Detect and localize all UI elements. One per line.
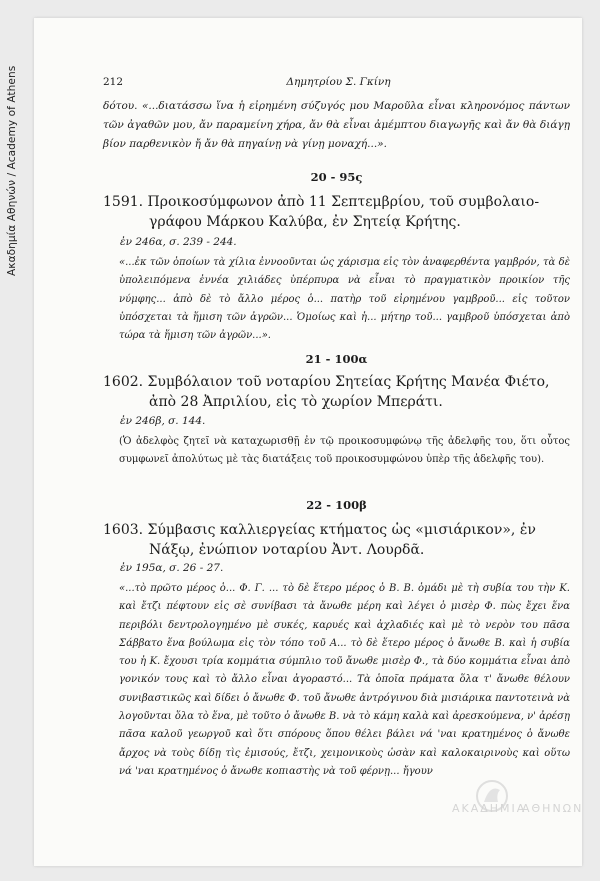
section-heading: 21 - 100α — [305, 352, 368, 366]
section-heading: 20 - 95ς — [310, 170, 363, 184]
entry-reference: ἐν 246β, σ. 144. — [120, 415, 206, 427]
entry-title-line2: Νάξῳ, ἐνώπιον νοταρίου Ἀντ. Λουρδᾶ. — [149, 542, 425, 558]
running-title: Δημητρίου Σ. Γκίνη — [286, 76, 391, 88]
entry-body: «...ἐκ τῶν ὁποίων τὰ χίλια ἐννοοῦνται ὡς χάρισμα εἰς τὸν ἀναφερθέντα γαμβρόν, τὰ δὲ ὑπολειπόμενα ἐννέα χιλιάδες ὑπέρπυρα νὰ εἶναι τὸ πραγματικὸν προικίον τῆς νύμφης... ἀπὸ δὲ τὸ ἄλλο μέρος ὁ... πατὴρ τοῦ εἰρημένου γαμβροῦ... εἰς τοῦτον ὑπόσχεται τὰ ἥμιση τῶν ἀγρῶν... Ὁμοίως καὶ ἡ... μήτηρ τοῦ... γαμβροῦ ὑπόσχεται ἀπὸ τώρα τὰ ἥμιση τῶν ἀγρῶν...». — [119, 257, 570, 342]
entry-title-line2: γράφου Μάρκου Καλύβα, ἐν Σητείᾳ Κρήτης. — [149, 214, 461, 230]
entry-reference: ἐν 195α, σ. 26 - 27. — [120, 562, 224, 574]
entry-title — [103, 372, 570, 412]
entry-title-line2: ἀπὸ 28 Ἀπριλίου, εἰς τὸ χωρίον Μπεράτι. — [149, 394, 443, 410]
entry-reference: ἐν 246α, σ. 239 - 244. — [120, 236, 237, 248]
section-heading: 22 - 100β — [306, 498, 367, 512]
entry-title — [103, 192, 570, 232]
intro-paragraph: δότου. «...διατάσσω ἵνα ἡ εἰρημένη σύζυγός μου Μαροῦλα εἶναι κληρονόμος πάντων τῶν ἀγαθῶν μου, ἄν παραμείνη χήρα, ἄν θὰ εἶναι ἀμέμπτου διαγωγῆς καὶ ἄν θὰ διάγῃ βίον παρθενικὸν ἤ ἄν θὰ πηγαίνῃ νὰ γίνῃ μοναχή...». — [103, 100, 570, 150]
watermark-text-left: ΑΚΑΔΗΜΙΑ — [452, 802, 527, 815]
page-number: 212 — [103, 76, 124, 88]
entry-title-line1: 1591. Προικοσύμφωνον ἀπὸ 11 Σεπτεμβρίου, τοῦ συμβολαιο- — [103, 194, 540, 210]
academy-watermark — [452, 790, 582, 830]
entry-title-line1: 1602. Συμβόλαιον τοῦ νοταρίου Σητείας Κρήτης Μανέα Φιέτο, — [103, 374, 550, 390]
side-label: Ακαδημία Αθηνών / Academy of Athens — [6, 65, 18, 276]
entry-body: (Ὁ ἀδελφὸς ζητεῖ νὰ καταχωρισθῇ ἐν τῷ προικοσυμφώνῳ τῆς ἀδελφῆς του, ὅτι οὗτος συμφωνεῖ ἀπολύτως μὲ τὰς διατάξεις τοῦ προικοσυμφώνου ὑπὲρ τῆς ἀδελφῆς του). — [119, 436, 570, 466]
watermark-text-right: ΑΘΗΝΩΝ — [522, 802, 584, 815]
entry-title-line1: 1603. Σύμβασις καλλιεργείας κτήματος ὡς «μισιάρικον», ἐν — [103, 522, 536, 538]
entry-title — [103, 520, 570, 560]
entry-body: «...τὸ πρῶτο μέρος ὁ... Φ. Γ. ... τὸ δὲ ἕτερο μέρος ὁ Β. Β. ὁμάδι μὲ τὴ συβία του τὴν Κ. καὶ ἔτζι πέφτουν εἰς σὲ συνίβασι τὰ ἄνωθε μέρη καὶ λέγει ὁ μισὲρ Φ. πὼς ἔχει ἕνα περιβόλι δεντρολογημένο μὲ συκές, καρυές καὶ ἀχλαδιές καὶ μὲ τὸ νερὸν του πᾶσα Σάββατο ἕνα βούλωμα εἰς τὸν τόπο τοῦ Α... τὸ δὲ ἕτερο μέρος ὁ ἄνωθε Β. καὶ ἡ συβία του ἡ Κ. ἔχουσι τρία κομμάτια σύμπλιο τοῦ ἄνωθε μισὲρ Φ., τὰ δύο κομμάτια εἶναι ἀπὸ γονικόν τους καὶ τὸ ἄλλο εἶναι ἀγοραστό... Τὰ ὁποῖα πράματα ὅλα τ' ἄνωθε θέλουν συνιβαστικῶς καὶ δίδει ὁ ἄνωθε Φ. τοῦ ἄνωθε ἀντρόγινου διὰ μισιάρικα παντοτεινὰ νὰ λογοῦνται ὅλα τὸ ἕνα, μὲ τοῦτο ὁ ἄνωθε Β. νὰ τὸ κάμη καλὰ καὶ ἀρεσκούμενα, ν' ἀρέσῃ πᾶσα καλοῦ γεωργοῦ καὶ ὅτι σπόρους ὅπου θέλει βάλει νά 'ναι κρατημένος ὁ ἄνωθε ἄρχος νὰ τοὺς δίδῃ τὶς ἐμισούς, ἔτζι, χειμονικοὺς ὡσὰν καὶ καλοκαιρινοὺς καὶ οὕτω νά 'ναι κρατημένος ὁ ἄνωθε κοπιαστὴς νὰ τοῦ φέρνῃ... ἤγουν — [119, 583, 570, 777]
